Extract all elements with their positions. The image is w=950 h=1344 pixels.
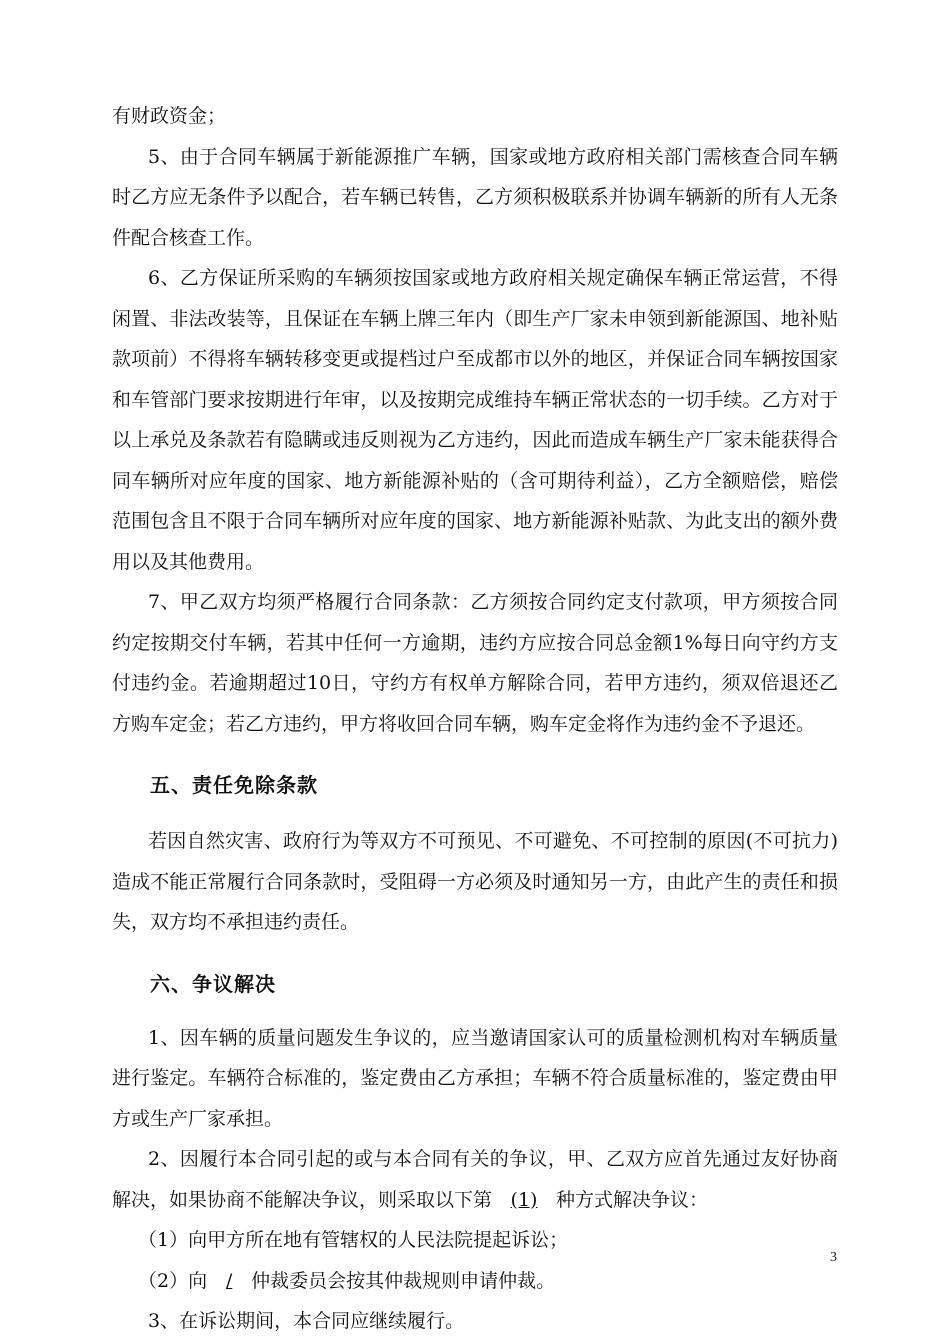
dispute-item-2 xyxy=(112,1139,838,1220)
continued-paragraph: 有财政资金； xyxy=(112,105,227,127)
dispute-item-2-prefix: 2、因履行本合同引起的或与本合同有关的争议，甲、乙双方应首先通过友好协商解决，如果协商不能解决争议，则采取以下第 xyxy=(112,1148,838,1211)
section-5-paragraph: 若因自然灾害、政府行为等双方不可预见、不可避免、不可控制的原因(不可抗力)造成不能正常履行合同条款时，受阻碍一方必须及时通知另一方，由此产生的责任和损失，双方均不承担违约责任。 xyxy=(112,830,838,933)
section-6-heading: 六、争议解决 xyxy=(150,971,276,996)
page-number: 3 xyxy=(830,1250,837,1265)
clause-item-7: 7、甲乙双方均须严格履行合同条款：乙方须按合同约定支付款项，甲方须按合同约定按期交付车辆，若其中任何一方逾期，违约方应按合同总金额1%每日向守约方支付违约金。若逾期超过10日，守约方有权单方解除合同，若甲方违约，须双倍退还乙方购车定金；若乙方违约，甲方将收回合同车辆，购车定金将作为违约金不予退还。 xyxy=(112,591,838,735)
dispute-item-1: 1、因车辆的质量问题发生争议的，应当邀请国家认可的质量检测机构对车辆质量进行鉴定。车辆符合标准的，鉴定费由乙方承担；车辆不符合质量标准的，鉴定费由甲方或生产厂家承担。 xyxy=(112,1026,838,1130)
dispute-item-3: 3、在诉讼期间，本合同应继续履行。 xyxy=(148,1310,465,1332)
section-5-heading: 五、责任免除条款 xyxy=(150,773,318,797)
dispute-option-2-prefix: （2）向 xyxy=(138,1269,208,1292)
dispute-method-choice: (1) xyxy=(510,1188,538,1211)
dispute-option-2 xyxy=(112,1261,838,1302)
dispute-item-2-suffix: 种方式解决争议： xyxy=(556,1188,709,1211)
document-page xyxy=(112,96,838,1342)
dispute-option-2-suffix: 仲裁委员会按其仲裁规则申请仲裁。 xyxy=(251,1269,556,1292)
clause-item-5: 5、由于合同车辆属于新能源推广车辆，国家或地方政府相关部门需核查合同车辆时乙方应无条件予以配合，若车辆已转售，乙方须积极联系并协调车辆新的所有人无条件配合核查工作。 xyxy=(112,145,838,249)
dispute-option-1: （1）向甲方所在地有管辖权的人民法院提起诉讼； xyxy=(138,1229,569,1251)
arbitration-committee-blank: / xyxy=(225,1269,233,1292)
clause-item-6: 6、乙方保证所采购的车辆须按国家或地方政府相关规定确保车辆正常运营，不得闲置、非法改装等，且保证在车辆上牌三年内（即生产厂家未申领到新能源国、地补贴款项前）不得将车辆转移变更或提档过户至成都市以外的地区，并保证合同车辆按国家和车管部门要求按期进行年审，以及按期完成维持车辆正常状态的一切手续。乙方对于以上承兑及条款若有隐瞒或违反则视为乙方违约，因此而造成车辆生产厂家未能获得合同车辆所对应年度的国家、地方新能源补贴的（含可期待利益），乙方全额赔偿，赔偿范围包含且不限于合同车辆所对应年度的国家、地方新能源补贴款、为此支出的额外费用以及其他费用。 xyxy=(112,267,838,573)
